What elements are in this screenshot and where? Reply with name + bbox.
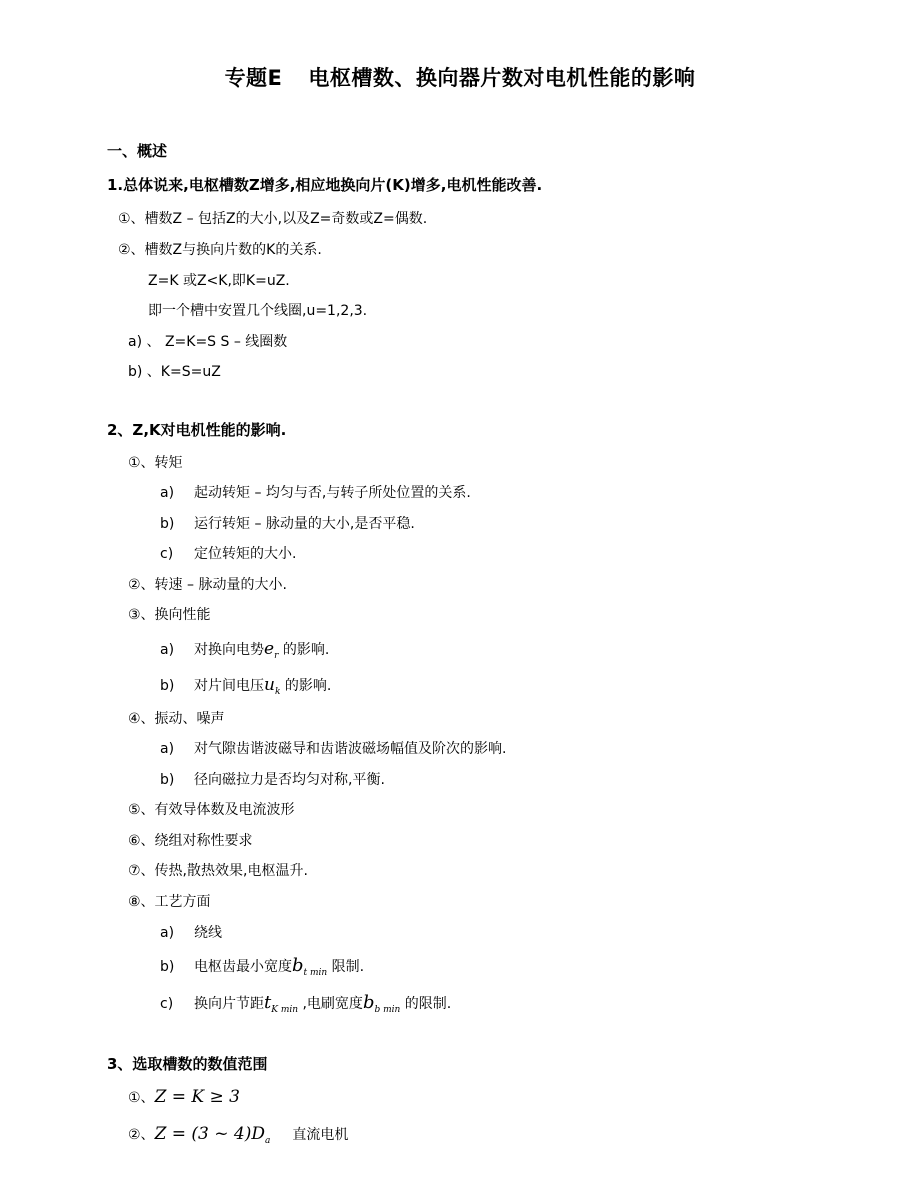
math-subscript: r (274, 651, 279, 661)
page-title (0, 62, 920, 92)
list-item-2-8-b (160, 955, 364, 976)
list-item-2-2: ②、转速 – 脉动量的大小. (128, 577, 287, 593)
list-text: 运行转矩 – 脉动量的大小,是否平稳. (194, 516, 415, 532)
math-subscript: a (265, 1136, 271, 1146)
list-label: b) (160, 516, 175, 532)
list-label: ①、 (128, 1090, 155, 1106)
section-heading-3: 3、选取槽数的数值范围 (107, 1055, 268, 1073)
math-subscript: t min (303, 968, 328, 978)
list-label: a) (160, 741, 175, 757)
list-item-2-4: ④、振动、噪声 (128, 711, 225, 727)
list-text: 对片间电压 (194, 678, 264, 694)
list-label: a) (160, 485, 175, 501)
list-label: a) (160, 925, 175, 941)
list-label: a) (160, 642, 175, 658)
list-item-2-8: ⑧、工艺方面 (128, 894, 211, 910)
list-item-2-4-b (160, 769, 385, 789)
math-symbol: t (264, 992, 272, 1013)
list-label: b) (160, 678, 175, 694)
list-text: 径向磁拉力是否均匀对称,平衡. (194, 772, 385, 788)
math-symbol: D (251, 1124, 266, 1144)
list-item-2-1-c (160, 543, 296, 563)
list-text: 起动转矩 – 均匀与否,与转子所处位置的关系. (194, 485, 471, 501)
list-item-1-1: ①、槽数Z – 包括Z的大小,以及Z=奇数或Z=偶数. (118, 211, 428, 227)
list-item-2-3: ③、换向性能 (128, 607, 211, 623)
list-text: 对换向电势 (194, 642, 264, 658)
list-text: 换向片节距 (194, 996, 264, 1012)
list-text: 的影响. (280, 678, 332, 694)
list-item-1-b: b) 、K=S=uZ (128, 364, 221, 380)
math-subscript: b min (374, 1005, 401, 1015)
list-item-2-3-a (160, 639, 329, 659)
title-main: 电枢槽数、换向器片数对电机性能的影响 (308, 66, 696, 90)
list-text: 的影响. (278, 642, 330, 658)
list-item-2-4-a (160, 738, 506, 758)
list-item-2-3-b (160, 675, 331, 695)
math-symbol: b (362, 992, 375, 1013)
list-text: 限制. (327, 959, 365, 975)
section-heading-2: 2、Z,K对电机性能的影响. (107, 421, 287, 439)
list-text: 直流电机 (292, 1127, 349, 1143)
list-item-2-1-a (160, 482, 471, 502)
list-label: c) (160, 996, 174, 1012)
list-text: 电枢齿最小宽度 (194, 959, 292, 975)
title-prefix: 专题E (224, 66, 283, 90)
list-item-2-6: ⑥、绕组对称性要求 (128, 833, 253, 849)
math-symbol: e (264, 639, 275, 659)
list-text: 对气隙齿谐波磁导和齿谐波磁场幅值及阶次的影响. (194, 741, 507, 757)
list-label: b) (160, 959, 175, 975)
list-label: b) (160, 772, 175, 788)
list-item-2-5: ⑤、有效导体数及电流波形 (128, 802, 295, 818)
list-item-1-2-line1: Z=K 或Z<K,即K=uZ. (148, 273, 290, 289)
section-heading-1: 一、概述 (107, 142, 168, 160)
list-item-3-1 (128, 1087, 240, 1107)
list-label: ②、 (128, 1127, 155, 1143)
list-item-2-1: ①、转矩 (128, 455, 183, 471)
list-item-2-1-b (160, 513, 415, 533)
list-item-1-2: ②、槽数Z与换向片数的K的关系. (118, 242, 322, 258)
math-subscript: k (274, 687, 281, 697)
list-text: ,电刷宽度 (298, 996, 363, 1012)
list-label: c) (160, 546, 174, 562)
list-item-1-a: a) 、 Z=K=S S – 线圈数 (128, 334, 288, 350)
list-item-2-7: ⑦、传热,散热效果,电枢温升. (128, 863, 308, 879)
math-subscript: K min (271, 1005, 299, 1015)
list-item-1-2-line2: 即一个槽中安置几个线圈,u=1,2,3. (148, 303, 368, 319)
subsection-heading-1-1: 1.总体说来,电枢槽数Z增多,相应地换向片(K)增多,电机性能改善. (107, 176, 543, 194)
list-text: 定位转矩的大小. (194, 546, 297, 562)
list-text: 的限制. (400, 996, 452, 1012)
list-item-2-8-a (160, 922, 222, 942)
list-item-2-8-c (160, 992, 451, 1013)
math-symbol: u (264, 675, 275, 695)
equation: Z = (3 ~ 4) (154, 1124, 252, 1144)
list-item-3-2 (128, 1124, 348, 1144)
equation: Z = K ≥ 3 (154, 1087, 240, 1107)
list-text: 绕线 (194, 925, 222, 941)
math-symbol: b (292, 955, 304, 976)
